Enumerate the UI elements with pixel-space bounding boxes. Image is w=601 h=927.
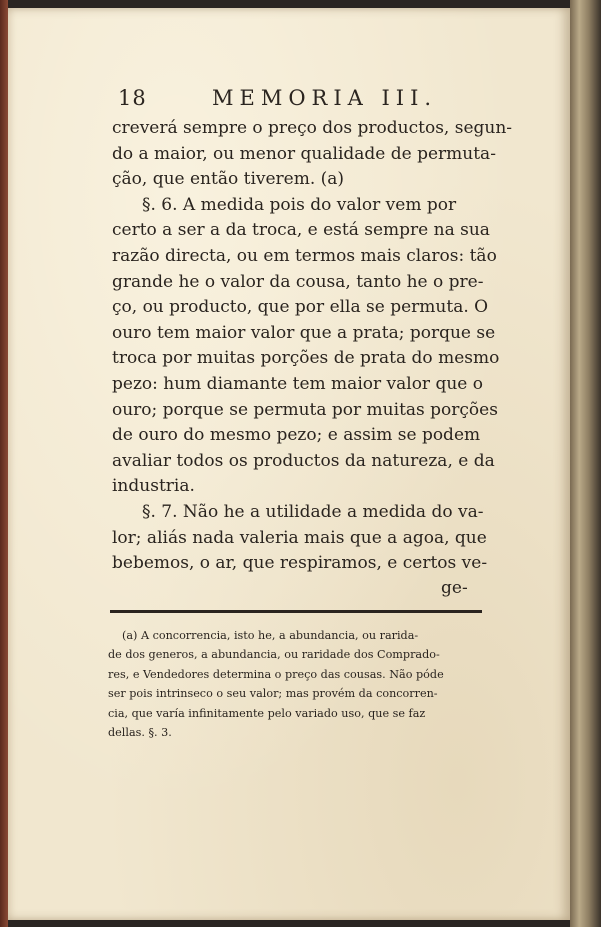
footnote <box>108 626 484 742</box>
footnote-line: res, e Vendedores determina o preço das cousas. Não póde <box>108 667 444 681</box>
footnote-line: ser pois intrinseco o seu valor; mas provém da concorren- <box>108 687 438 701</box>
body-line: de ouro do mesmo pezo; e assim se podem <box>112 425 481 446</box>
footnote-line: cia, que varía infinitamente pelo variado uso, que se faz <box>108 706 426 720</box>
body-line: lor; aliás nada valeria mais que a agoa, que <box>112 527 487 548</box>
body-line: troca por muitas porções de prata do mesmo <box>112 348 500 369</box>
section-6-heading-line: §. 6. A medida pois do valor vem por <box>142 194 457 215</box>
page-header <box>118 86 490 112</box>
body-line: industria. <box>112 476 195 497</box>
body-line: certo a ser a da troca, e está sempre na sua <box>112 220 490 241</box>
footnote-line: dellas. §. 3. <box>108 725 172 739</box>
book-left-edge <box>0 0 8 927</box>
body-line: pezo: hum diamante tem maior valor que o <box>112 373 483 394</box>
body-line: ço, ou producto, que por ella se permuta. O <box>112 297 489 318</box>
body-line: grande he o valor da cousa, tanto he o pre- <box>112 271 484 292</box>
footnote-line: (a) A concorrencia, isto he, a abundancia, ou rarida- <box>122 629 419 642</box>
footnote-line: de dos generos, a abundancia, ou raridade dos Comprado- <box>108 648 440 662</box>
body-text <box>112 116 513 577</box>
body-line: ouro; porque se permuta por muitas porções <box>112 399 498 420</box>
body-line: bebemos, o ar, que respiramos, e certos ve- <box>112 553 488 574</box>
body-line: avaliar todos os productos da natureza, e da <box>112 450 495 471</box>
body-line: ção, que então tiverem. (a) <box>112 169 345 190</box>
body-line: razão directa, ou em termos mais claros: tão <box>112 245 497 266</box>
body-line: ouro tem maior valor que a prata; porque se <box>112 322 496 343</box>
body-line: do a maior, ou menor qualidade de permuta- <box>112 143 496 164</box>
page-number: 18 <box>118 86 147 110</box>
book-right-edge <box>570 0 601 927</box>
catchword: ge- <box>441 578 468 598</box>
section-7-heading-line: §. 7. Não he a utilidade a medida do va- <box>142 501 484 522</box>
running-title: MEMORIA III. <box>212 86 438 110</box>
body-line: creverá sempre o preço dos productos, segun- <box>112 118 513 138</box>
footnote-rule <box>110 610 482 613</box>
